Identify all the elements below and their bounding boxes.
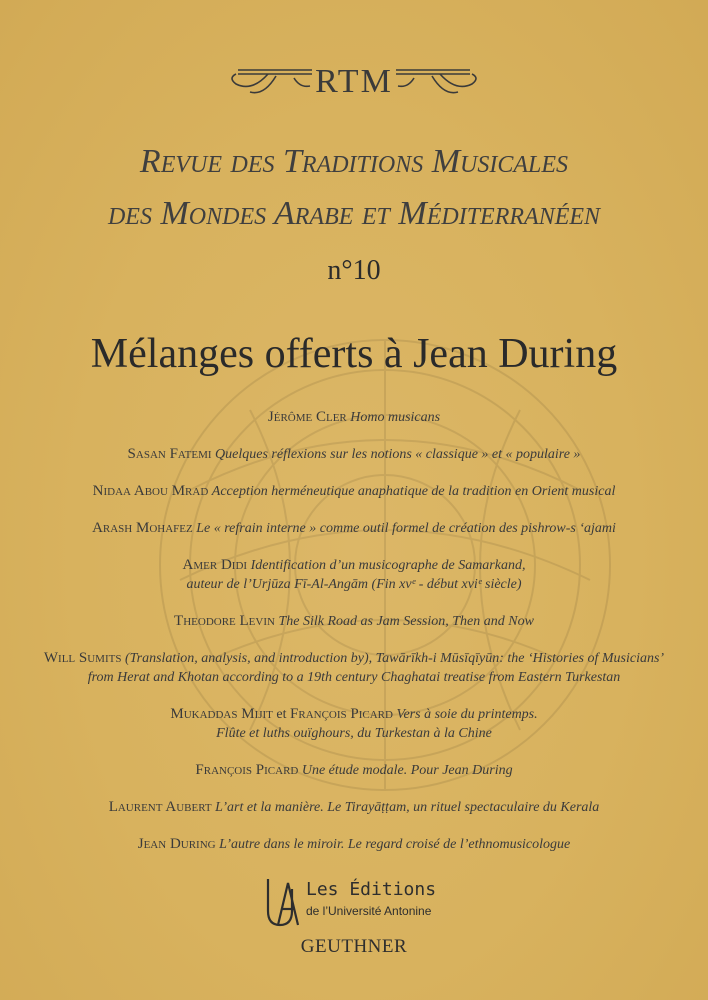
entry-title: Vers à soie du printemps. [396, 707, 538, 722]
entry-author: Sasan Fatemi [127, 446, 212, 462]
main-title: Mélanges offerts à Jean During [90, 331, 618, 377]
contents-entry [40, 556, 668, 594]
entry-author-2: François Picard [290, 706, 393, 722]
entry-author: Theodore Levin [174, 613, 275, 629]
publisher-name: Les Éditions [306, 879, 437, 900]
entry-author: Jérôme Cler [267, 409, 347, 425]
entry-title: Le « refrain interne » comme outil formel de création des pishrow-s ‘ajami [196, 521, 616, 536]
journal-title-line2: des Mondes Arabe et Méditerranéen [107, 195, 601, 232]
entry-title-continued: from Herat and Khotan according to a 19th century Chaghatai treatise from Eastern Turkestan [87, 670, 621, 685]
entry-title: Une étude modale. Pour Jean During [301, 763, 513, 778]
entry-connector: et [276, 707, 287, 722]
rtm-logo [0, 62, 708, 102]
logo-text: RTM [315, 63, 393, 100]
entry-author: Nidaa Abou Mrad [92, 483, 209, 499]
contents-entry [40, 408, 668, 427]
contents-entry [40, 798, 668, 817]
entry-title-continued: auteur de l’Urjūza Fī-Al-Angām (Fin xvᵉ - début xviᵉ siècle) [186, 577, 522, 592]
entry-author: Amer Didi [182, 557, 248, 573]
table-of-contents [40, 408, 668, 872]
entry-title: Identification d’un musicographe de Samarkand, [250, 558, 526, 573]
entry-author: Jean During [137, 836, 216, 852]
entry-title: Quelques réflexions sur les notions « classique » et « populaire » [215, 447, 581, 462]
entry-title: L’autre dans le miroir. Le regard croisé de l’ethnomusicologue [219, 837, 571, 852]
contents-entry [40, 705, 668, 743]
entry-title: Homo musicans [350, 410, 441, 425]
contents-entry [40, 445, 668, 464]
contents-entry [40, 835, 668, 854]
contents-entry [40, 519, 668, 538]
publisher-block [262, 877, 462, 937]
contents-entry [40, 761, 668, 780]
entry-title: L’art et la manière. Le Tirayāṭṭam, un rituel spectaculaire du Kerala [215, 800, 600, 815]
entry-author: Mukaddas Mijit [170, 706, 273, 722]
publisher-university: de l’Université Antonine [306, 904, 432, 918]
entry-author: Arash Mohafez [92, 520, 193, 536]
entry-author: Will Sumits [43, 650, 122, 666]
issue-number: n°10 [327, 255, 381, 286]
entry-author: Laurent Aubert [108, 799, 212, 815]
entry-title: The Silk Road as Jam Session, Then and Now [278, 614, 534, 629]
ua-logo-icon [262, 877, 302, 929]
contents-entry [40, 612, 668, 631]
contents-entry [40, 649, 668, 687]
entry-title: (Translation, analysis, and introduction by), Tawārīkh-i Mūsīqīyūn: the ‘Histories of Musicians’ [124, 651, 665, 666]
entry-title-continued: Flûte et luths ouïghours, du Turkestan à la Chine [216, 726, 492, 741]
entry-author: François Picard [195, 762, 299, 778]
entry-title: Acception herméneutique anaphatique de la tradition en Orient musical [211, 484, 616, 499]
contents-entry [40, 482, 668, 501]
co-publisher: GEUTHNER [300, 936, 408, 957]
journal-title-line1: Revue des Traditions Musicales [139, 143, 569, 180]
